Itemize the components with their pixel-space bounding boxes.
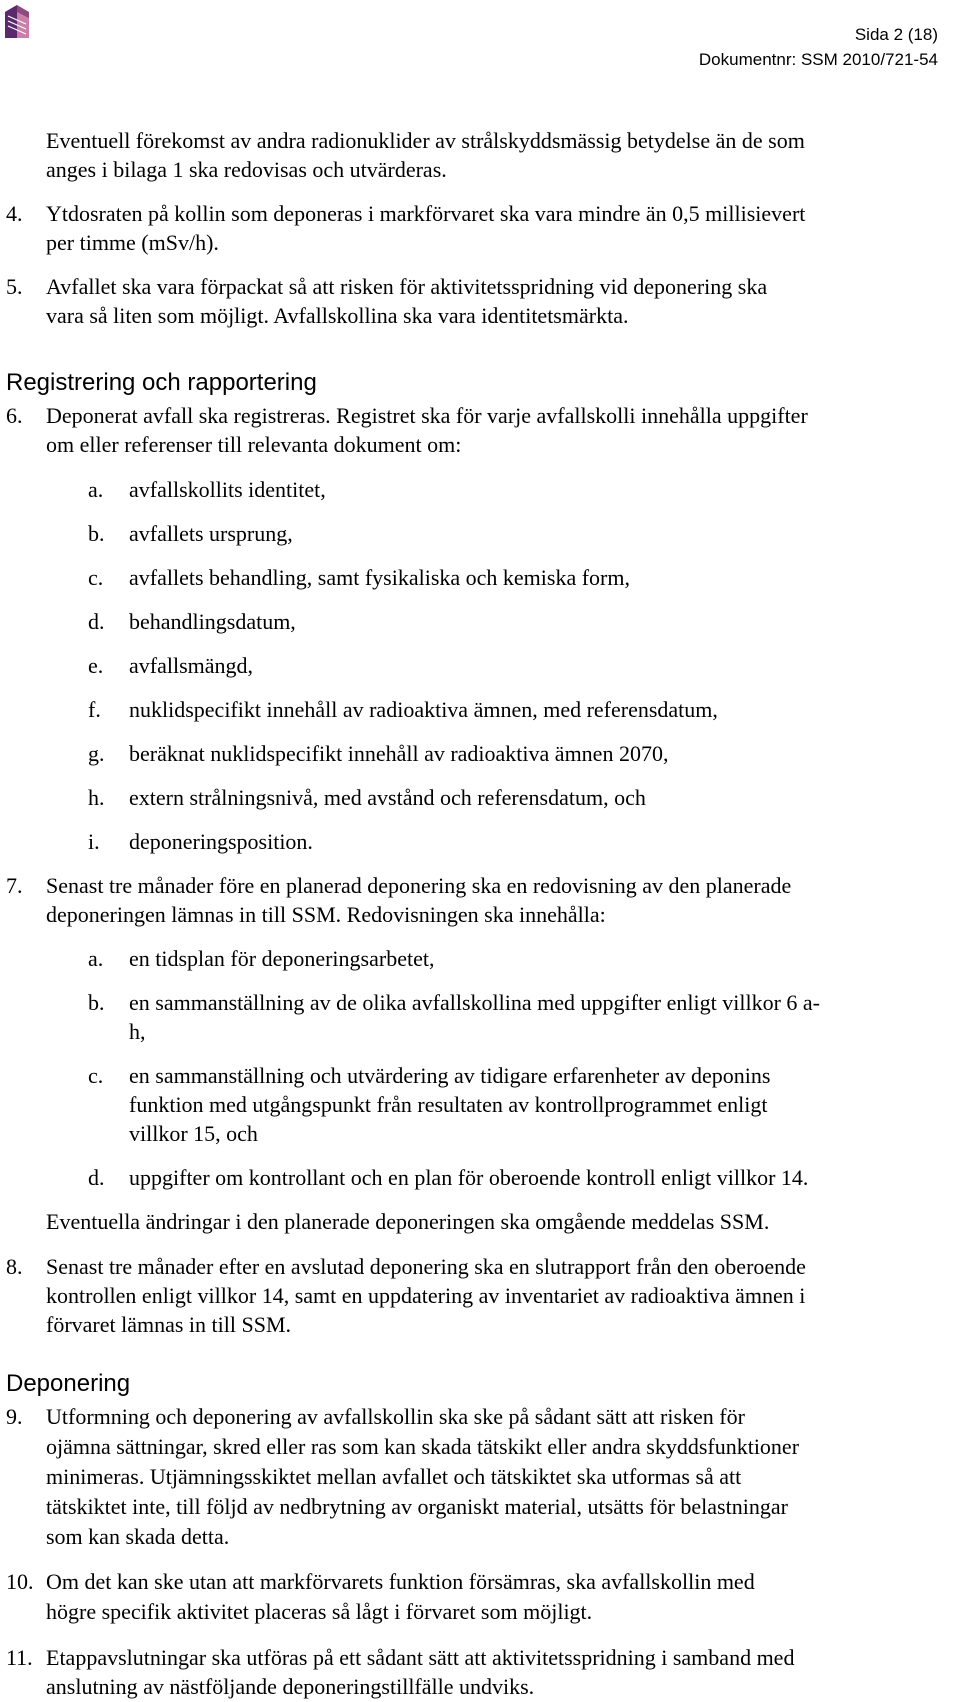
ssm-logo [2, 2, 32, 42]
item-text: ojämna sättningar, skred eller ras som kan skada tätskikt eller andra skyddsfunktioner [46, 1434, 800, 1459]
item-text: Eventuella ändringar i den planerade deponeringen ska omgående meddelas SSM. [46, 1209, 770, 1234]
item-text: Senast tre månader före en planerad deponering ska en redovisning av den planerade [46, 873, 792, 898]
item-text: Om det kan ske utan att markförvarets funktion försämras, ska avfallskollin med [46, 1569, 755, 1594]
item-text: som kan skada detta. [46, 1524, 230, 1549]
item-text: anslutning av nästföljande deponeringstillfälle undviks. [46, 1674, 535, 1699]
section-heading: Registrering och rapportering [6, 369, 317, 396]
subitem-letter: c. [88, 565, 104, 590]
subitem-letter: b. [88, 990, 105, 1015]
document-number: Dokumentnr: SSM 2010/721-54 [698, 50, 938, 69]
item-text: högre specifik aktivitet placeras så lågt i förvaret som möjligt. [46, 1599, 593, 1624]
subitem-text: beräknat nuklidspecifikt innehåll av radioaktiva ämnen 2070, [129, 741, 669, 766]
intro-line: anges i bilaga 1 ska redovisas och utvärderas. [46, 157, 447, 182]
subitem-text: villkor 15, och [129, 1121, 258, 1146]
item-number: 11. [6, 1645, 33, 1670]
item-text: per timme (mSv/h). [46, 230, 219, 255]
item-number: 8. [6, 1254, 23, 1279]
subitem-text: avfallets behandling, samt fysikaliska och kemiska form, [129, 565, 630, 590]
subitem-text: extern strålningsnivå, med avstånd och referensdatum, och [129, 785, 646, 810]
intro-line: Eventuell förekomst av andra radionuklider av strålskyddsmässig betydelse än de som [46, 128, 805, 153]
subitem-letter: a. [88, 477, 104, 502]
item-text: Ytdosraten på kollin som deponeras i markförvaret ska vara mindre än 0,5 millisievert [46, 201, 806, 226]
subitem-text: en sammanställning och utvärdering av tidigare erfarenheter av deponins [129, 1063, 771, 1088]
item-text: Utformning och deponering av avfallskollin ska ske på sådant sätt att risken för [46, 1404, 745, 1429]
section-heading: Deponering [6, 1370, 131, 1397]
subitem-letter: a. [88, 946, 104, 971]
subitem-letter: i. [88, 829, 100, 854]
subitem-text: en sammanställning av de olika avfallskollina med uppgifter enligt villkor 6 a- [129, 990, 820, 1015]
item-number: 10. [6, 1569, 34, 1594]
item-text: vara så liten som möjligt. Avfallskollina ska vara identitetsmärkta. [46, 303, 629, 328]
subitem-letter: d. [88, 1165, 105, 1190]
item-text: Senast tre månader efter en avslutad deponering ska en slutrapport från den oberoende [46, 1254, 806, 1279]
subitem-text: avfallsmängd, [129, 653, 254, 678]
item-text: Etappavslutningar ska utföras på ett sådant sätt att aktivitetsspridning i samband med [46, 1645, 795, 1670]
subitem-text: uppgifter om kontrollant och en plan för oberoende kontroll enligt villkor 14. [129, 1165, 809, 1190]
subitem-text: deponeringsposition. [129, 829, 313, 854]
subitem-text: funktion med utgångspunkt från resultaten av kontrollprogrammet enligt [129, 1092, 768, 1117]
item-text: deponeringen lämnas in till SSM. Redovisningen ska innehålla: [46, 902, 606, 927]
item-number: 7. [6, 873, 23, 898]
subitem-text: behandlingsdatum, [129, 609, 296, 634]
subitem-text: avfallets ursprung, [129, 521, 293, 546]
item-text: tätskiktet inte, till följd av nedbrytning av organiskt material, utsätts för belastningar [46, 1494, 788, 1519]
subitem-text: nuklidspecifikt innehåll av radioaktiva ämnen, med referensdatum, [129, 697, 718, 722]
subitem-letter: e. [88, 653, 104, 678]
page-number: Sida 2 (18) [854, 25, 938, 44]
item-number: 5. [6, 274, 23, 299]
subitem-letter: d. [88, 609, 105, 634]
subitem-letter: g. [88, 741, 105, 766]
subitem-text: avfallskollits identitet, [129, 477, 326, 502]
item-text: Deponerat avfall ska registreras. Registret ska för varje avfallskolli innehålla uppgifter [46, 403, 808, 428]
subitem-text: h, [129, 1019, 146, 1044]
subitem-letter: f. [88, 697, 101, 722]
subitem-text: en tidsplan för deponeringsarbetet, [129, 946, 435, 971]
item-text: om eller referenser till relevanta dokument om: [46, 432, 462, 457]
item-number: 4. [6, 201, 23, 226]
item-number: 9. [6, 1404, 23, 1429]
item-text: kontrollen enligt villkor 14, samt en uppdatering av inventariet av radioaktiva ämnen i [46, 1283, 806, 1308]
subitem-letter: h. [88, 785, 105, 810]
subitem-letter: c. [88, 1063, 104, 1088]
subitem-letter: b. [88, 521, 105, 546]
item-text: Avfallet ska vara förpackat så att risken för aktivitetsspridning vid deponering ska [46, 274, 768, 299]
item-text: minimeras. Utjämningsskiktet mellan avfallet och tätskiktet ska utformas så att [46, 1464, 742, 1489]
item-text: förvaret lämnas in till SSM. [46, 1312, 292, 1337]
item-number: 6. [6, 403, 23, 428]
